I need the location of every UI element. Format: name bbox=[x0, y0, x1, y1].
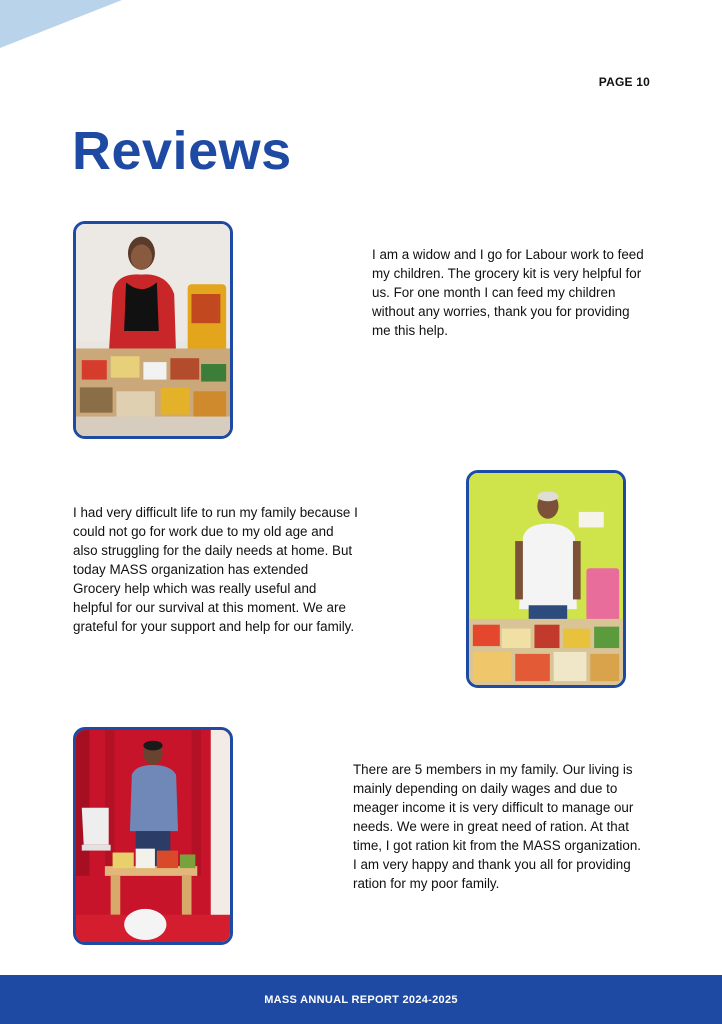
review-text-3: There are 5 members in my family. Our living is mainly depending on daily wages and due to meager income it is very difficult to manage our needs. We were in great need of ration. At that time, I got ration kit from the MASS organization. I am very happy and thank you all for providing ration for my poor family. bbox=[353, 762, 642, 891]
footer-text: MASS ANNUAL REPORT 2024-2025 bbox=[264, 993, 458, 1006]
corner-decoration bbox=[0, 0, 130, 50]
page-number: PAGE 10 bbox=[598, 75, 650, 89]
footer-bar bbox=[0, 975, 722, 1024]
review-photo-3 bbox=[73, 727, 233, 945]
review-photo-1 bbox=[73, 221, 233, 439]
review-photo-2 bbox=[466, 470, 626, 688]
page-title: Reviews bbox=[72, 121, 292, 181]
review-text-1: I am a widow and I go for Labour work to feed my children. The grocery kit is very helpful for us. For one month I can feed my children without any worries, thank you for providing me this help. bbox=[372, 247, 644, 338]
review-text-2: I had very difficult life to run my family because I could not go for work due to my old age and also struggling for the daily needs at home. But today MASS organization has extended Grocery help which was really useful and helpful for our survival at this moment. We are grateful for your support and help for our family. bbox=[73, 505, 358, 634]
